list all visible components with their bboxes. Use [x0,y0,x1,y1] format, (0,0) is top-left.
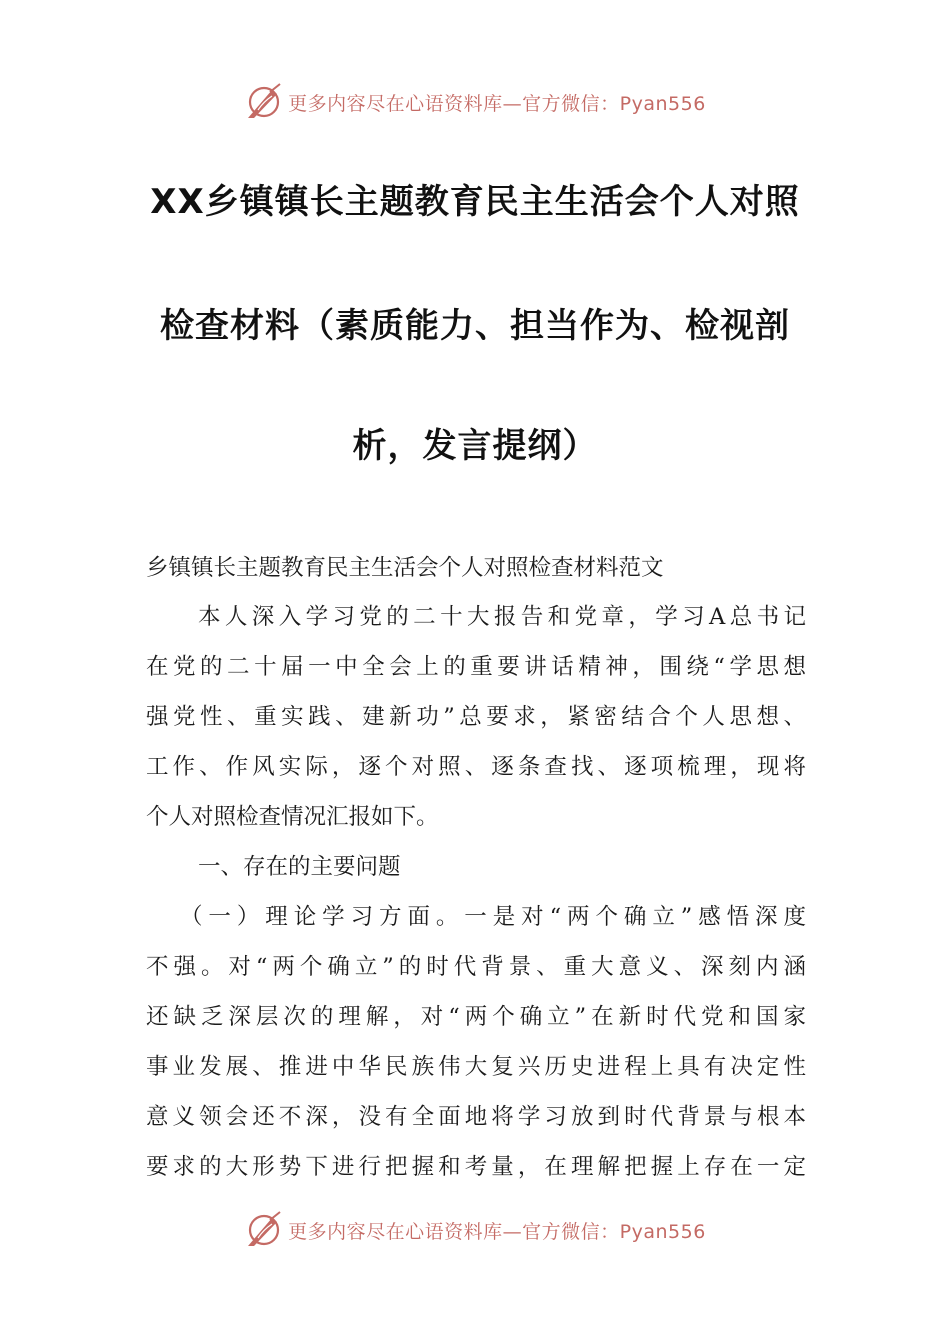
paragraph-line: 意义领会还不深，没有全面地将学习放到时代背景与根本 [146,1104,806,1130]
watermark-site-text: 更多内容尽在心语资料库—官方微信： [288,1220,620,1243]
paragraph-line: 工作、作风实际，逐个对照、逐条查找、逐项梳理，现将 [146,754,806,780]
document-subtitle: 乡镇镇长主题教育民主生活会个人对照检查材料范文 [146,555,664,581]
paragraph-line: 在党的二十届一中全会上的重要讲话精神，围绕“学思想 [146,654,806,680]
document-title-line-3: 析，发言提纲） [352,426,598,466]
section-heading: 一、存在的主要问题 [198,854,401,880]
paragraph-line: 强党性、重实践、建新功”总要求，紧密结合个人思想、 [146,704,806,730]
watermark-banner-top [0,80,950,124]
paragraph-line: 个人对照检查情况汇报如下。 [146,804,439,830]
quill-logo-icon [244,1210,284,1250]
paragraph-line: （一）理论学习方面。一是对“两个确立”感悟深度 [180,904,806,930]
watermark-site-text: 更多内容尽在心语资料库—官方微信： [288,92,620,115]
paragraph-line: 本人深入学习党的二十大报告和党章，学习A总书记 [198,604,806,630]
paragraph-line: 还缺乏深层次的理解，对“两个确立”在新时代党和国家 [146,1004,806,1030]
watermark-text [288,89,706,116]
watermark-text [288,1217,706,1244]
document-title-line-2: 检查材料（素质能力、担当作为、检视剖 [160,306,790,346]
document-title-line-1: XX乡镇镇长主题教育民主生活会个人对照 [150,182,800,222]
paragraph-line: 不强。对“两个确立”的时代背景、重大意义、深刻内涵 [146,954,806,980]
watermark-handle: Pyan556 [619,1220,706,1243]
paragraph-line: 事业发展、推进中华民族伟大复兴历史进程上具有决定性 [146,1054,806,1080]
paragraph-line: 要求的大形势下进行把握和考量，在理解把握上存在一定 [146,1154,806,1180]
quill-logo-icon [244,82,284,122]
watermark-banner-bottom [0,1208,950,1252]
watermark-handle: Pyan556 [619,92,706,115]
